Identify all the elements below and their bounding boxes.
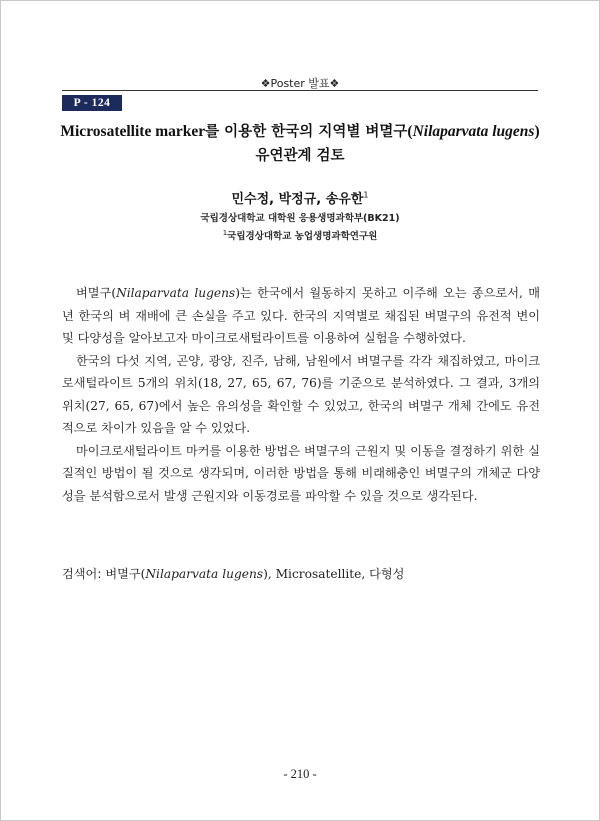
- paragraph-3: 마이크로새털라이트 마커를 이용한 방법은 벼멸구의 근원지 및 이동을 결정하기 위한 실질적인 방법이 될 것으로 생각되며, 이러한 방법을 통해 비래해충인 벼멸구의 개체군 다양성을 분석함으로서 발생 근원지와 이동경로를 파악할 수 있을 것으로 생각된다.: [62, 443, 540, 503]
- title-en-part: Microsatellite marker: [60, 123, 206, 140]
- p1-post: )는 한국에서 월동하지 못하고 이주해 오는 종으로서, 매년 한국의 벼 재배에 큰 손실을 주고 있다. 한국의 지역별로 채집된 벼멸구의 유전적 변이 및 다양성을 알아보고자 마이크로새털라이트를 이용하여 실험을 수행하였다.: [62, 286, 540, 345]
- affiliation-1-text: 국립경상대학교 대학원 응용생명과학부(BK21): [200, 213, 400, 224]
- keywords-line: [62, 563, 540, 585]
- section-header: ❖Poster 발표❖: [260, 77, 340, 90]
- affiliation-2-text: 국립경상대학교 농업생명과학연구원: [227, 231, 378, 242]
- keywords-label: 검색어:: [62, 567, 102, 581]
- paper-title: [40, 120, 560, 168]
- affiliation-1: [0, 210, 600, 224]
- author-list: [0, 188, 600, 207]
- abstract-id-badge: P - 124: [62, 95, 122, 111]
- affiliation-2-sup: 1: [222, 228, 228, 237]
- keywords-pre: 벼멸구(: [105, 567, 146, 581]
- title-paren-close: ): [534, 123, 540, 140]
- author-names: 민수정, 박정규, 송유한: [231, 192, 364, 207]
- header-rule: [62, 90, 538, 91]
- keywords-species-italic: Nilaparvata lugens: [145, 567, 264, 581]
- affiliation-2: [0, 228, 600, 242]
- paragraph-2: 한국의 다섯 지역, 곤양, 광양, 진주, 남해, 남원에서 벼멸구를 각각 채집하였고, 마이크로새털라이트 5개의 위치(18, 27, 65, 67, 76)를 기준으로 분석하였다. 그 결과, 3개의 위치(27, 65, 67)에서 높은 유의성을 확인할 수 있었고, 한국의 벼멸구 개체 간에도 유전적으로 차이가 있음을 알 수 있었다.: [62, 353, 540, 435]
- p1-species-italic: Nilaparvata lugens: [116, 286, 236, 300]
- p1-pre: 벼멸구(: [76, 286, 117, 300]
- abstract-body: [62, 282, 540, 507]
- title-ko-part: 를 이용한 한국의 지역별 벼멸구: [205, 124, 408, 140]
- keywords-post: ), Microsatellite, 다형성: [263, 567, 405, 581]
- paragraph-1: [62, 282, 540, 350]
- author-superscript: 1: [363, 190, 369, 200]
- title-paren-open: (: [407, 123, 413, 140]
- title-line2: 유연관계 검토: [255, 148, 345, 164]
- title-species-italic: Nilaparvata lugens: [412, 123, 535, 140]
- page-number: - 210 -: [283, 767, 317, 781]
